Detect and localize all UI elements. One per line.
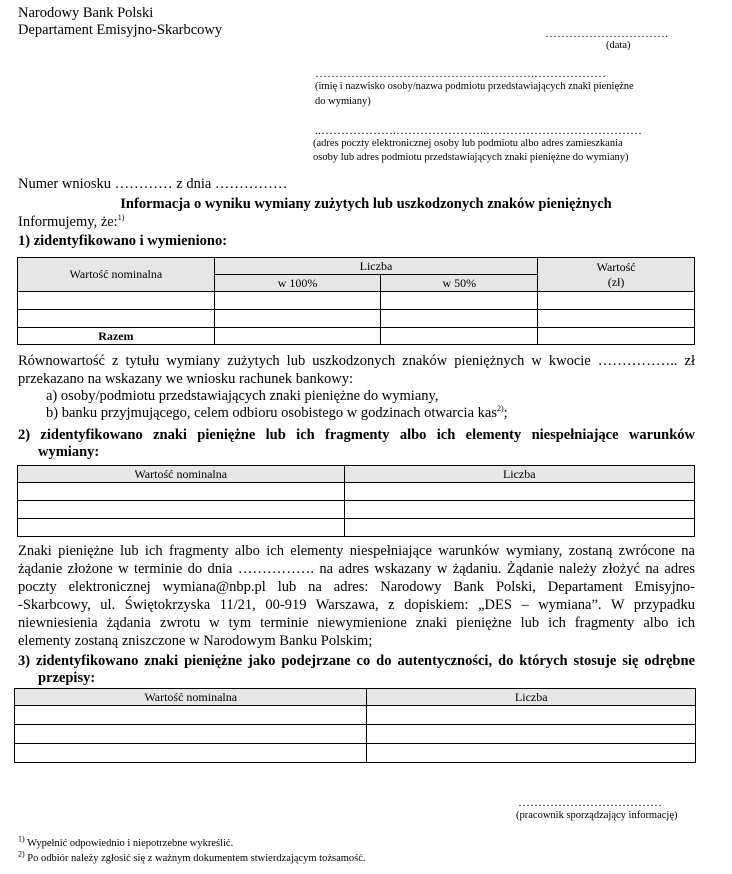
name-label-line1: (imię i nazwisko osoby/nazwa podmiotu przedstawiających znaki pieniężne (315, 81, 634, 92)
table-cell[interactable] (214, 310, 381, 328)
table-cell[interactable] (538, 328, 695, 345)
table-row (18, 292, 695, 310)
header-count-50: w 50% (381, 275, 538, 292)
option-b-line (46, 405, 508, 422)
table-cell[interactable] (15, 725, 367, 744)
table-cell[interactable] (214, 328, 381, 345)
section3-heading-line1: 3) zidentyfikowano znaki pieniężne jako podejrzane co do autentyczności, do których stosuje się odrębne (18, 653, 695, 669)
table-cell[interactable] (344, 483, 694, 501)
header-value-zl (538, 258, 695, 292)
footnote-1-text: Wypełnić odpowiednio i niepotrzebne wykreślić. (27, 838, 234, 849)
section1-heading: 1) zidentyfikowano i wymieniono: (18, 233, 228, 249)
table-cell[interactable] (344, 519, 694, 537)
table-cell[interactable] (538, 310, 695, 328)
return-paragraph-line: niewniesienia żądania zwrotu w tym terminie niewymienione znaki pieniężne lub ich fragmenty albo ich (18, 615, 695, 631)
address-label-line1: (adres poczty elektronicznej osoby lub podmiotu albo adres zamieszkania (313, 138, 623, 149)
address-dots[interactable]: ..……………….…………………..………………………………… (315, 123, 642, 137)
header-count: Liczba (367, 689, 696, 706)
footnote-2-mark: 2) (18, 849, 25, 859)
address-label-line2: osoby lub adres podmiotu przedstawiających znaki pieniężne do wymiany) (313, 152, 629, 163)
document-title: Informacja o wyniku wymiany zużytych lub uszkodzonych znaków pieniężnych (120, 196, 612, 212)
table-cell[interactable] (367, 706, 696, 725)
inform-text (18, 214, 124, 231)
table-cell[interactable] (18, 310, 215, 328)
return-paragraph-line: elementy zostaną zniszczone w Narodowym Banku Polskim; (18, 633, 373, 649)
section2-heading-line1: 2) zidentyfikowano znaki pieniężne lub ich fragmenty albo ich elementy niespełniające warunków (18, 427, 695, 443)
table-row (18, 310, 695, 328)
bank-name: Narodowy Bank Polski (18, 5, 154, 21)
table-cell[interactable] (381, 328, 538, 345)
name-dots[interactable]: ……………………………………………….……………… (315, 66, 606, 80)
signature-label: (pracownik sporządzający informację) (516, 810, 678, 821)
table-cell[interactable] (15, 706, 367, 725)
return-paragraph-line: Znaki pieniężne lub ich fragmenty albo ich elementy niespełniające warunków wymiany, zostaną zwrócone na (18, 543, 695, 559)
table-row (18, 501, 695, 519)
header-nominal-value: Wartość nominalna (18, 258, 215, 292)
table-cell[interactable] (214, 292, 381, 310)
return-paragraph-line: żądanie złożone w terminie do dnia ……………. na adres wskazany w żądaniu. Żądanie należy złożyć na adres (18, 561, 695, 577)
total-label: Razem (18, 328, 215, 345)
option-b: b) banku przyjmującego, celem odbioru osobistego w godzinach otwarcia kas (46, 405, 497, 421)
amount-paragraph-line2: przekazano na wskazany we wniosku rachunek bankowy: (18, 371, 353, 387)
footnote-2-text: Po odbiór należy zgłosić się z ważnym dokumentem stwierdzającym tożsamość. (27, 853, 366, 864)
name-label-line2: do wymiany) (315, 96, 371, 107)
table-cell[interactable] (381, 310, 538, 328)
table-row (15, 725, 696, 744)
inform-label: Informujemy, że: (18, 214, 118, 230)
option-b-end: ; (503, 405, 508, 421)
table-cell[interactable] (367, 725, 696, 744)
request-number-line: Numer wniosku ………… z dnia …………… (18, 176, 288, 192)
return-paragraph-line: -Skarbcowy, ul. Świętokrzyska 11/21, 00-919 Warszawa, z dopiskiem: „DES – wymiana”. W przypadku (18, 597, 695, 613)
header-count: Liczba (214, 258, 537, 275)
non-compliant-table (17, 465, 695, 537)
table-row (18, 519, 695, 537)
suspicious-table (14, 688, 696, 763)
table-cell[interactable] (18, 292, 215, 310)
header-nominal-value: Wartość nominalna (15, 689, 367, 706)
footnote-1 (18, 834, 234, 849)
section3-heading-line2: przepisy: (38, 670, 96, 686)
table-cell[interactable] (538, 292, 695, 310)
header-count-100: w 100% (214, 275, 381, 292)
table-cell[interactable] (18, 501, 345, 519)
footnote-1-mark: 1) (18, 834, 25, 844)
table-cell[interactable] (381, 292, 538, 310)
table-cell[interactable] (367, 744, 696, 763)
footnote-2-ref: 2) (496, 404, 504, 414)
table-cell[interactable] (18, 483, 345, 501)
table-cell[interactable] (15, 744, 367, 763)
header-value-line2: (zł) (607, 274, 625, 289)
header-nominal-value: Wartość nominalna (18, 466, 345, 483)
table-row (15, 744, 696, 763)
table-row (15, 706, 696, 725)
date-label: (data) (606, 40, 631, 51)
exchanged-table (17, 257, 695, 345)
header-count: Liczba (344, 466, 694, 483)
section2-heading-line2: wymiany: (38, 444, 100, 460)
option-a: a) osoby/podmiotu przedstawiających znaki pieniężne do wymiany, (46, 388, 439, 404)
footnote-2 (18, 849, 366, 864)
table-row (18, 483, 695, 501)
table-cell[interactable] (18, 519, 345, 537)
amount-paragraph-line1: Równowartość z tytułu wymiany zużytych lub uszkodzonych znaków pieniężnych w kwocie …………….. zł (18, 353, 695, 369)
header-value-line1: Wartość (596, 259, 636, 274)
date-dots[interactable]: …………………………. (545, 26, 668, 40)
footnote-1-ref: 1) (117, 213, 125, 223)
total-row (18, 328, 695, 345)
return-paragraph-line: poczty elektronicznej wymiana@nbp.pl lub na adres: Narodowy Bank Polski, Departament Emisyjno- (18, 579, 695, 595)
department-name: Departament Emisyjno-Skarbcowy (18, 22, 223, 38)
table-cell[interactable] (344, 501, 694, 519)
signature-dots[interactable]: ……………………………… (518, 795, 662, 809)
